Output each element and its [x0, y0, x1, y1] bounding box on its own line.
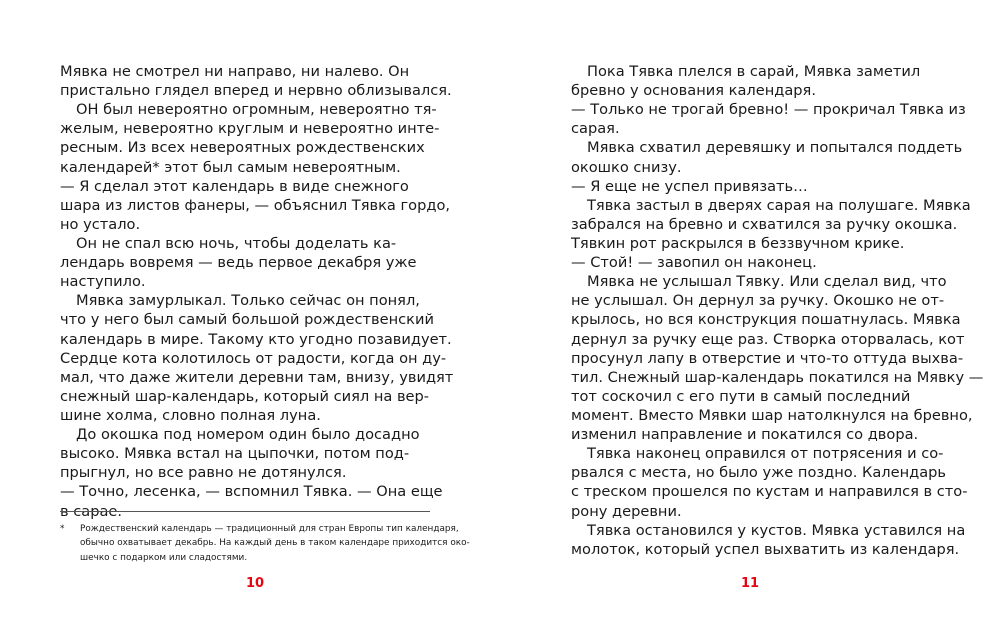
text-line: Мявка не услышал Тявку. Или сделал вид, что — [587, 273, 947, 291]
left-page-body — [60, 62, 452, 521]
text-line: но устало. — [60, 215, 141, 233]
text-line: крылось, но вся конструкция пошатнулась. Мявка — [571, 311, 961, 329]
text-line: в сарае. — [60, 502, 123, 520]
text-line: календарей* этот был самым невероятным. — [60, 158, 401, 176]
text-line: желым, невероятно круглым и невероятно инте- — [60, 120, 440, 138]
text-line: До окошка под номером один было досадно — [76, 426, 420, 444]
text-line: тот соскочил с его пути в самый последний — [571, 387, 911, 405]
footnote-line: * Рождественский календарь — традиционный для стран Европы тип календаря, — [60, 522, 430, 536]
text-line: рону деревни. — [571, 502, 682, 520]
text-line: прыгнул, но все равно не дотянулся. — [60, 464, 347, 482]
text-line: лендарь вовремя — ведь первое декабря уже — [60, 254, 417, 272]
text-line: тил. Снежный шар-календарь покатился на Мявку — — [571, 368, 984, 386]
text-line: не услышал. Он дернул за ручку. Окошко не от- — [571, 292, 945, 310]
text-line: — Точно, лесенка, — вспомнил Тявка. — Она еще — [60, 483, 443, 501]
text-line: ОН был невероятно огромным, невероятно тя- — [76, 101, 437, 119]
page-number-right: 11 — [741, 576, 760, 591]
text-line: дернул за ручку еще раз. Створка оторвалась, кот — [571, 330, 965, 348]
text-line: момент. Вместо Мявки шар натолкнулся на бревно, — [571, 406, 973, 424]
text-line: Мявка схватил деревяшку и попытался поддеть — [587, 139, 963, 157]
text-line: просунул лапу в отверстие и что-то оттуда выхва- — [571, 349, 964, 367]
footnote-mark: * — [60, 524, 65, 534]
text-line: пристально глядел вперед и нервно облизывался. — [60, 82, 452, 100]
text-line: снежный шар-календарь, который сиял на вер- — [60, 387, 430, 405]
text-line: — Стой! — завопил он наконец. — [571, 254, 817, 272]
text-line: мал, что даже жители деревни там, внизу, увидят — [60, 368, 454, 386]
text-line: Тявкин рот раскрылся в беззвучном крике. — [571, 234, 905, 252]
page-number-left: 10 — [246, 576, 265, 591]
footnote-line: шечко с подарком или сладостями. — [80, 552, 248, 563]
text-line: — Я сделал этот календарь в виде снежного — [60, 177, 409, 195]
text-line: окошко снизу. — [571, 158, 682, 176]
text-line: шине холма, словно полная луна. — [60, 406, 321, 424]
text-line: — Только не трогай бревно! — прокричал Тявка из — [571, 101, 966, 119]
text-line: — Я еще не успел привязать… — [571, 177, 808, 195]
footnote-line: обычно охватывает декабрь. На каждый день в таком календаре приходится око- — [80, 538, 470, 549]
text-line: Сердце кота колотилось от радости, когда он ду- — [60, 349, 447, 367]
text-line: бревно у основания календаря. — [571, 82, 816, 100]
text-line: календарь в мире. Такому кто угодно позавидует. — [60, 330, 452, 348]
text-line: ресным. Из всех невероятных рождественских — [60, 139, 425, 157]
text-line: наступило. — [60, 273, 146, 291]
footnote — [60, 511, 470, 565]
text-line: Пока Тявка плелся в сарай, Мявка заметил — [587, 63, 921, 80]
text-line: с треском прошелся по кустам и направился в сто- — [571, 483, 968, 501]
text-line: Мявка замурлыкал. Только сейчас он понял, — [76, 292, 420, 310]
right-page-body — [571, 62, 984, 559]
text-line: забрался на бревно и схватился за ручку окошка. — [571, 215, 958, 233]
text-line: что у него был самый большой рождественский — [60, 311, 434, 329]
text-line: Он не спал всю ночь, чтобы доделать ка- — [76, 234, 397, 252]
text-line: Тявка застыл в дверях сарая на полушаге. Мявка — [587, 196, 971, 214]
text-line: высоко. Мявка встал на цыпочки, потом под- — [60, 445, 410, 463]
text-line: Тявка наконец оправился от потрясения и со- — [587, 445, 944, 463]
text-line: рвался с места, но было уже поздно. Календарь — [571, 464, 947, 482]
text-line: сарая. — [571, 120, 620, 138]
text-line: изменил направление и покатился со двора. — [571, 426, 919, 444]
text-line: молоток, который успел выхватить из календаря. — [571, 540, 960, 558]
text-line: шара из листов фанеры, — объяснил Тявка гордо, — [60, 196, 451, 214]
text-line: Мявка не смотрел ни направо, ни налево. Он — [60, 63, 410, 80]
text-line: Тявка остановился у кустов. Мявка уставился на — [587, 521, 966, 539]
